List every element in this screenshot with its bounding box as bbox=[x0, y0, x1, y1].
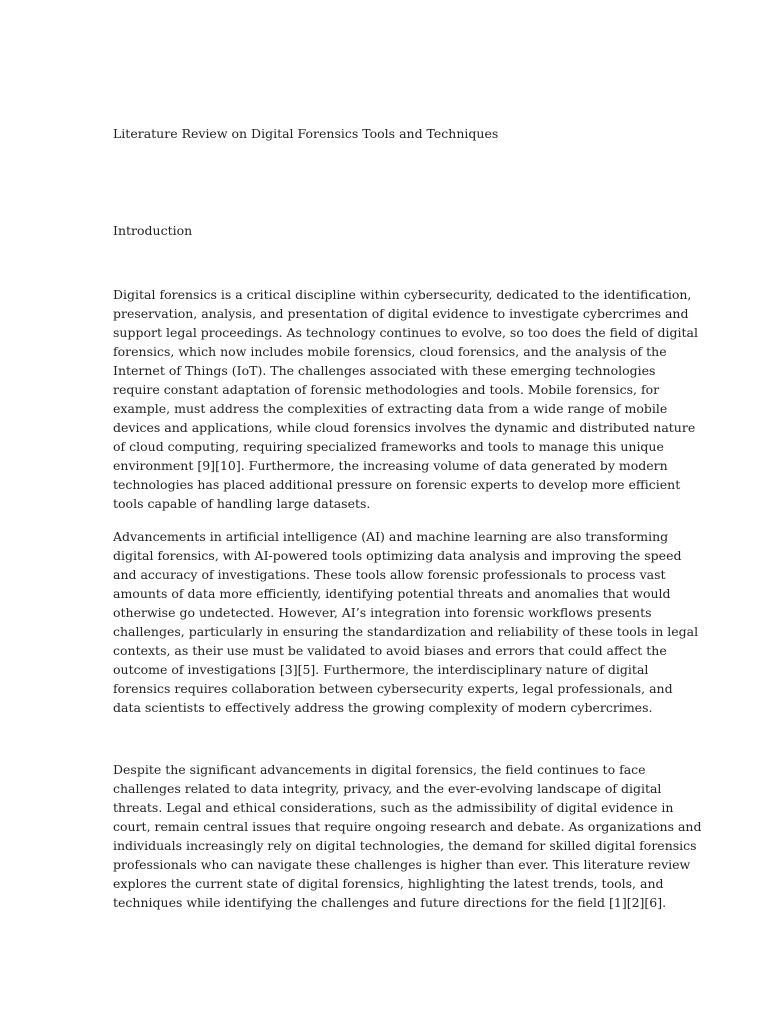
paragraph-line: Internet of Things (IoT). The challenges associated with these emerging technologies bbox=[113, 363, 656, 378]
paragraph-line: require constant adaptation of forensic methodologies and tools. Mobile forensics, for bbox=[113, 382, 660, 397]
paragraph-line: professionals who can navigate these challenges is higher than ever. This literature review bbox=[113, 857, 691, 872]
paragraph-line: Despite the significant advancements in digital forensics, the field continues to face bbox=[113, 762, 646, 777]
paragraph-line: amounts of data more efficiently, identifying potential threats and anomalies that would bbox=[113, 586, 671, 601]
paragraph-line: explores the current state of digital forensics, highlighting the latest trends, tools, and bbox=[113, 876, 664, 891]
section-heading-introduction: Introduction bbox=[113, 223, 193, 238]
paragraph-line: forensics, which now includes mobile forensics, cloud forensics, and the analysis of the bbox=[113, 344, 667, 359]
paragraph-line: digital forensics, with AI-powered tools optimizing data analysis and improving the speed bbox=[113, 548, 682, 563]
paragraph-line: techniques while identifying the challenges and future directions for the field [1][2][6]. bbox=[113, 895, 667, 910]
paragraph-line: example, must address the complexities of extracting data from a wide range of mobile bbox=[113, 401, 668, 416]
paragraph-line: individuals increasingly rely on digital technologies, the demand for skilled digital forensics bbox=[113, 838, 697, 853]
paragraph-line: threats. Legal and ethical considerations, such as the admissibility of digital evidence in bbox=[113, 800, 674, 815]
paragraph-line: challenges related to data integrity, privacy, and the ever-evolving landscape of digital bbox=[113, 781, 662, 796]
paragraph-line: contexts, as their use must be validated to avoid biases and errors that could affect the bbox=[113, 643, 667, 658]
paragraph-line: tools capable of handling large datasets. bbox=[113, 496, 371, 511]
paragraph-line: of cloud computing, requiring specialized frameworks and tools to manage this unique bbox=[113, 439, 664, 454]
document-title: Literature Review on Digital Forensics Tools and Techniques bbox=[113, 126, 499, 141]
paragraph-line: data scientists to effectively address the growing complexity of modern cybercrimes. bbox=[113, 700, 653, 715]
paragraph-1 bbox=[113, 285, 698, 513]
paragraph-3 bbox=[113, 760, 702, 912]
paragraph-line: Digital forensics is a critical discipline within cybersecurity, dedicated to the identification, bbox=[113, 287, 692, 302]
paragraph-line: outcome of investigations [3][5]. Furthermore, the interdisciplinary nature of digital bbox=[113, 662, 649, 677]
paragraph-line: and accuracy of investigations. These tools allow forensic professionals to process vast bbox=[113, 567, 666, 582]
paragraph-line: technologies has placed additional pressure on forensic experts to develop more efficient bbox=[113, 477, 681, 492]
paragraph-line: environment [9][10]. Furthermore, the increasing volume of data generated by modern bbox=[113, 458, 668, 473]
paragraph-line: devices and applications, while cloud forensics involves the dynamic and distributed nature bbox=[113, 420, 696, 435]
paragraph-line: otherwise go undetected. However, AI’s integration into forensic workflows presents bbox=[113, 605, 652, 620]
paragraph-line: challenges, particularly in ensuring the standardization and reliability of these tools in legal bbox=[113, 624, 699, 639]
paragraph-line: preservation, analysis, and presentation of digital evidence to investigate cybercrimes and bbox=[113, 306, 689, 321]
paragraph-line: Advancements in artificial intelligence (AI) and machine learning are also transforming bbox=[113, 529, 669, 544]
paragraph-line: support legal proceedings. As technology continues to evolve, so too does the field of digital bbox=[113, 325, 698, 340]
paragraph-line: forensics requires collaboration between cybersecurity experts, legal professionals, and bbox=[113, 681, 673, 696]
paragraph-line: court, remain central issues that require ongoing research and debate. As organizations and bbox=[113, 819, 702, 834]
paragraph-2 bbox=[113, 527, 699, 717]
